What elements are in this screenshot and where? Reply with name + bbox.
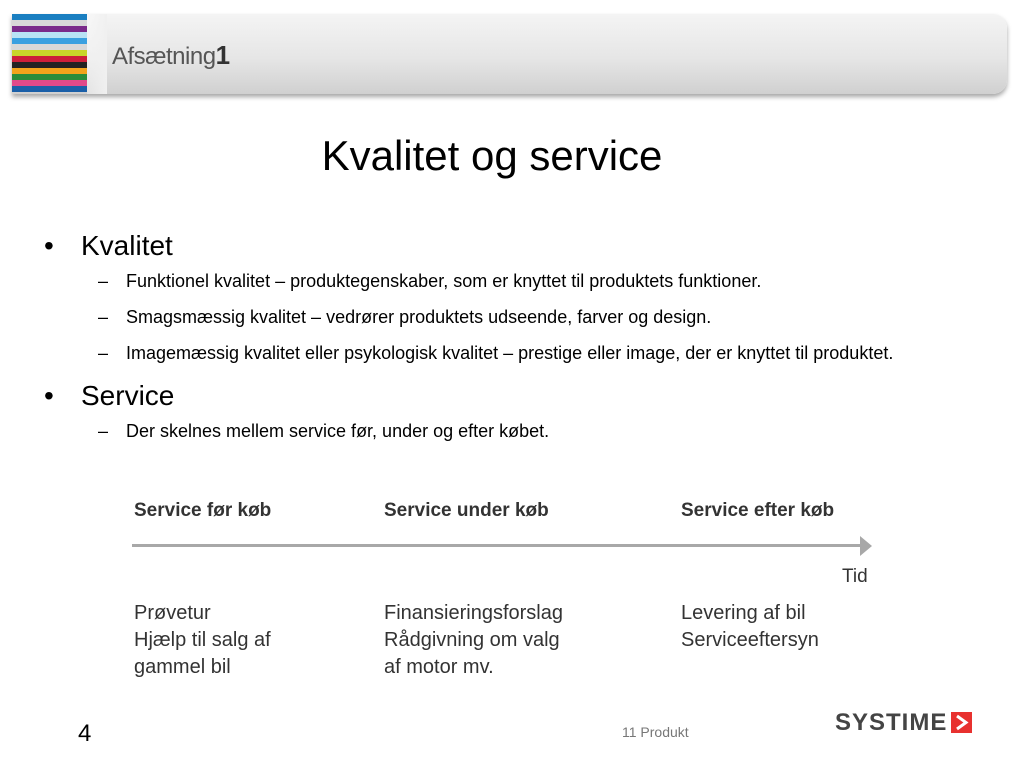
color-stripe: [12, 86, 87, 92]
logo-arrow-icon: [951, 712, 972, 733]
bullet-label: Service: [81, 380, 175, 411]
sub-bullet-text: Der skelnes mellem service før, under og efter købet.: [126, 421, 550, 441]
timeline-heading-during: Service under køb: [384, 500, 549, 521]
timeline-column-after: [681, 600, 819, 654]
book-title-number: 1: [215, 40, 230, 70]
bullet-list: [44, 230, 944, 454]
timeline-heading-after: Service efter køb: [681, 500, 835, 521]
timeline-item: Hjælp til salg af: [134, 629, 271, 651]
dash-marker: –: [98, 307, 109, 327]
stripe-fade: [87, 14, 107, 94]
bullet-service: [44, 380, 944, 412]
footer-chapter: 11 Produkt: [622, 724, 689, 740]
sub-bullet: [44, 418, 944, 444]
timeline-item: gammel bil: [134, 656, 231, 678]
sub-bullet: [44, 268, 944, 294]
timeline-column-during: [384, 600, 563, 681]
timeline-item: Levering af bil: [681, 602, 806, 624]
timeline-column-before: [134, 600, 271, 681]
arrow-right-icon: [860, 536, 872, 556]
bullet-dot: •: [44, 230, 54, 261]
timeline-item: af motor mv.: [384, 656, 494, 678]
bullet-label: Kvalitet: [81, 230, 173, 261]
header-banner: [12, 14, 1007, 94]
book-title-text: Afsætning: [112, 43, 216, 70]
sub-bullet-text: Funktionel kvalitet – produktegenskaber, som er knyttet til produktets funktioner.: [126, 271, 762, 291]
timeline-item: Finansieringsforslag: [384, 602, 563, 624]
slide-title: Kvalitet og service: [321, 132, 663, 179]
bullet-dot: •: [44, 380, 54, 411]
bullet-kvalitet: [44, 230, 944, 262]
sub-bullet-text: Smagsmæssig kvalitet – vedrører produktets udseende, farver og design.: [126, 307, 712, 327]
sub-bullet: [44, 340, 944, 366]
book-title: [112, 40, 230, 71]
timeline-heading-before: Service før køb: [134, 500, 272, 521]
timeline-item: Prøvetur: [134, 602, 211, 624]
color-stripes: [12, 14, 87, 94]
sub-bullet: [44, 304, 944, 330]
sub-bullet-text: Imagemæssig kvalitet eller psykologisk kvalitet – prestige eller image, der er knyttet til produktet.: [126, 343, 894, 363]
dash-marker: –: [98, 343, 109, 363]
dash-marker: –: [98, 271, 109, 291]
publisher-logo: SYSTIME: [835, 709, 948, 736]
timeline-axis-label: Tid: [842, 566, 868, 587]
timeline-item: Rådgivning om valg: [384, 629, 560, 651]
dash-marker: –: [98, 421, 109, 441]
timeline-item: Serviceeftersyn: [681, 629, 819, 651]
timeline-axis: [132, 544, 860, 547]
page-number: 4: [78, 720, 92, 747]
